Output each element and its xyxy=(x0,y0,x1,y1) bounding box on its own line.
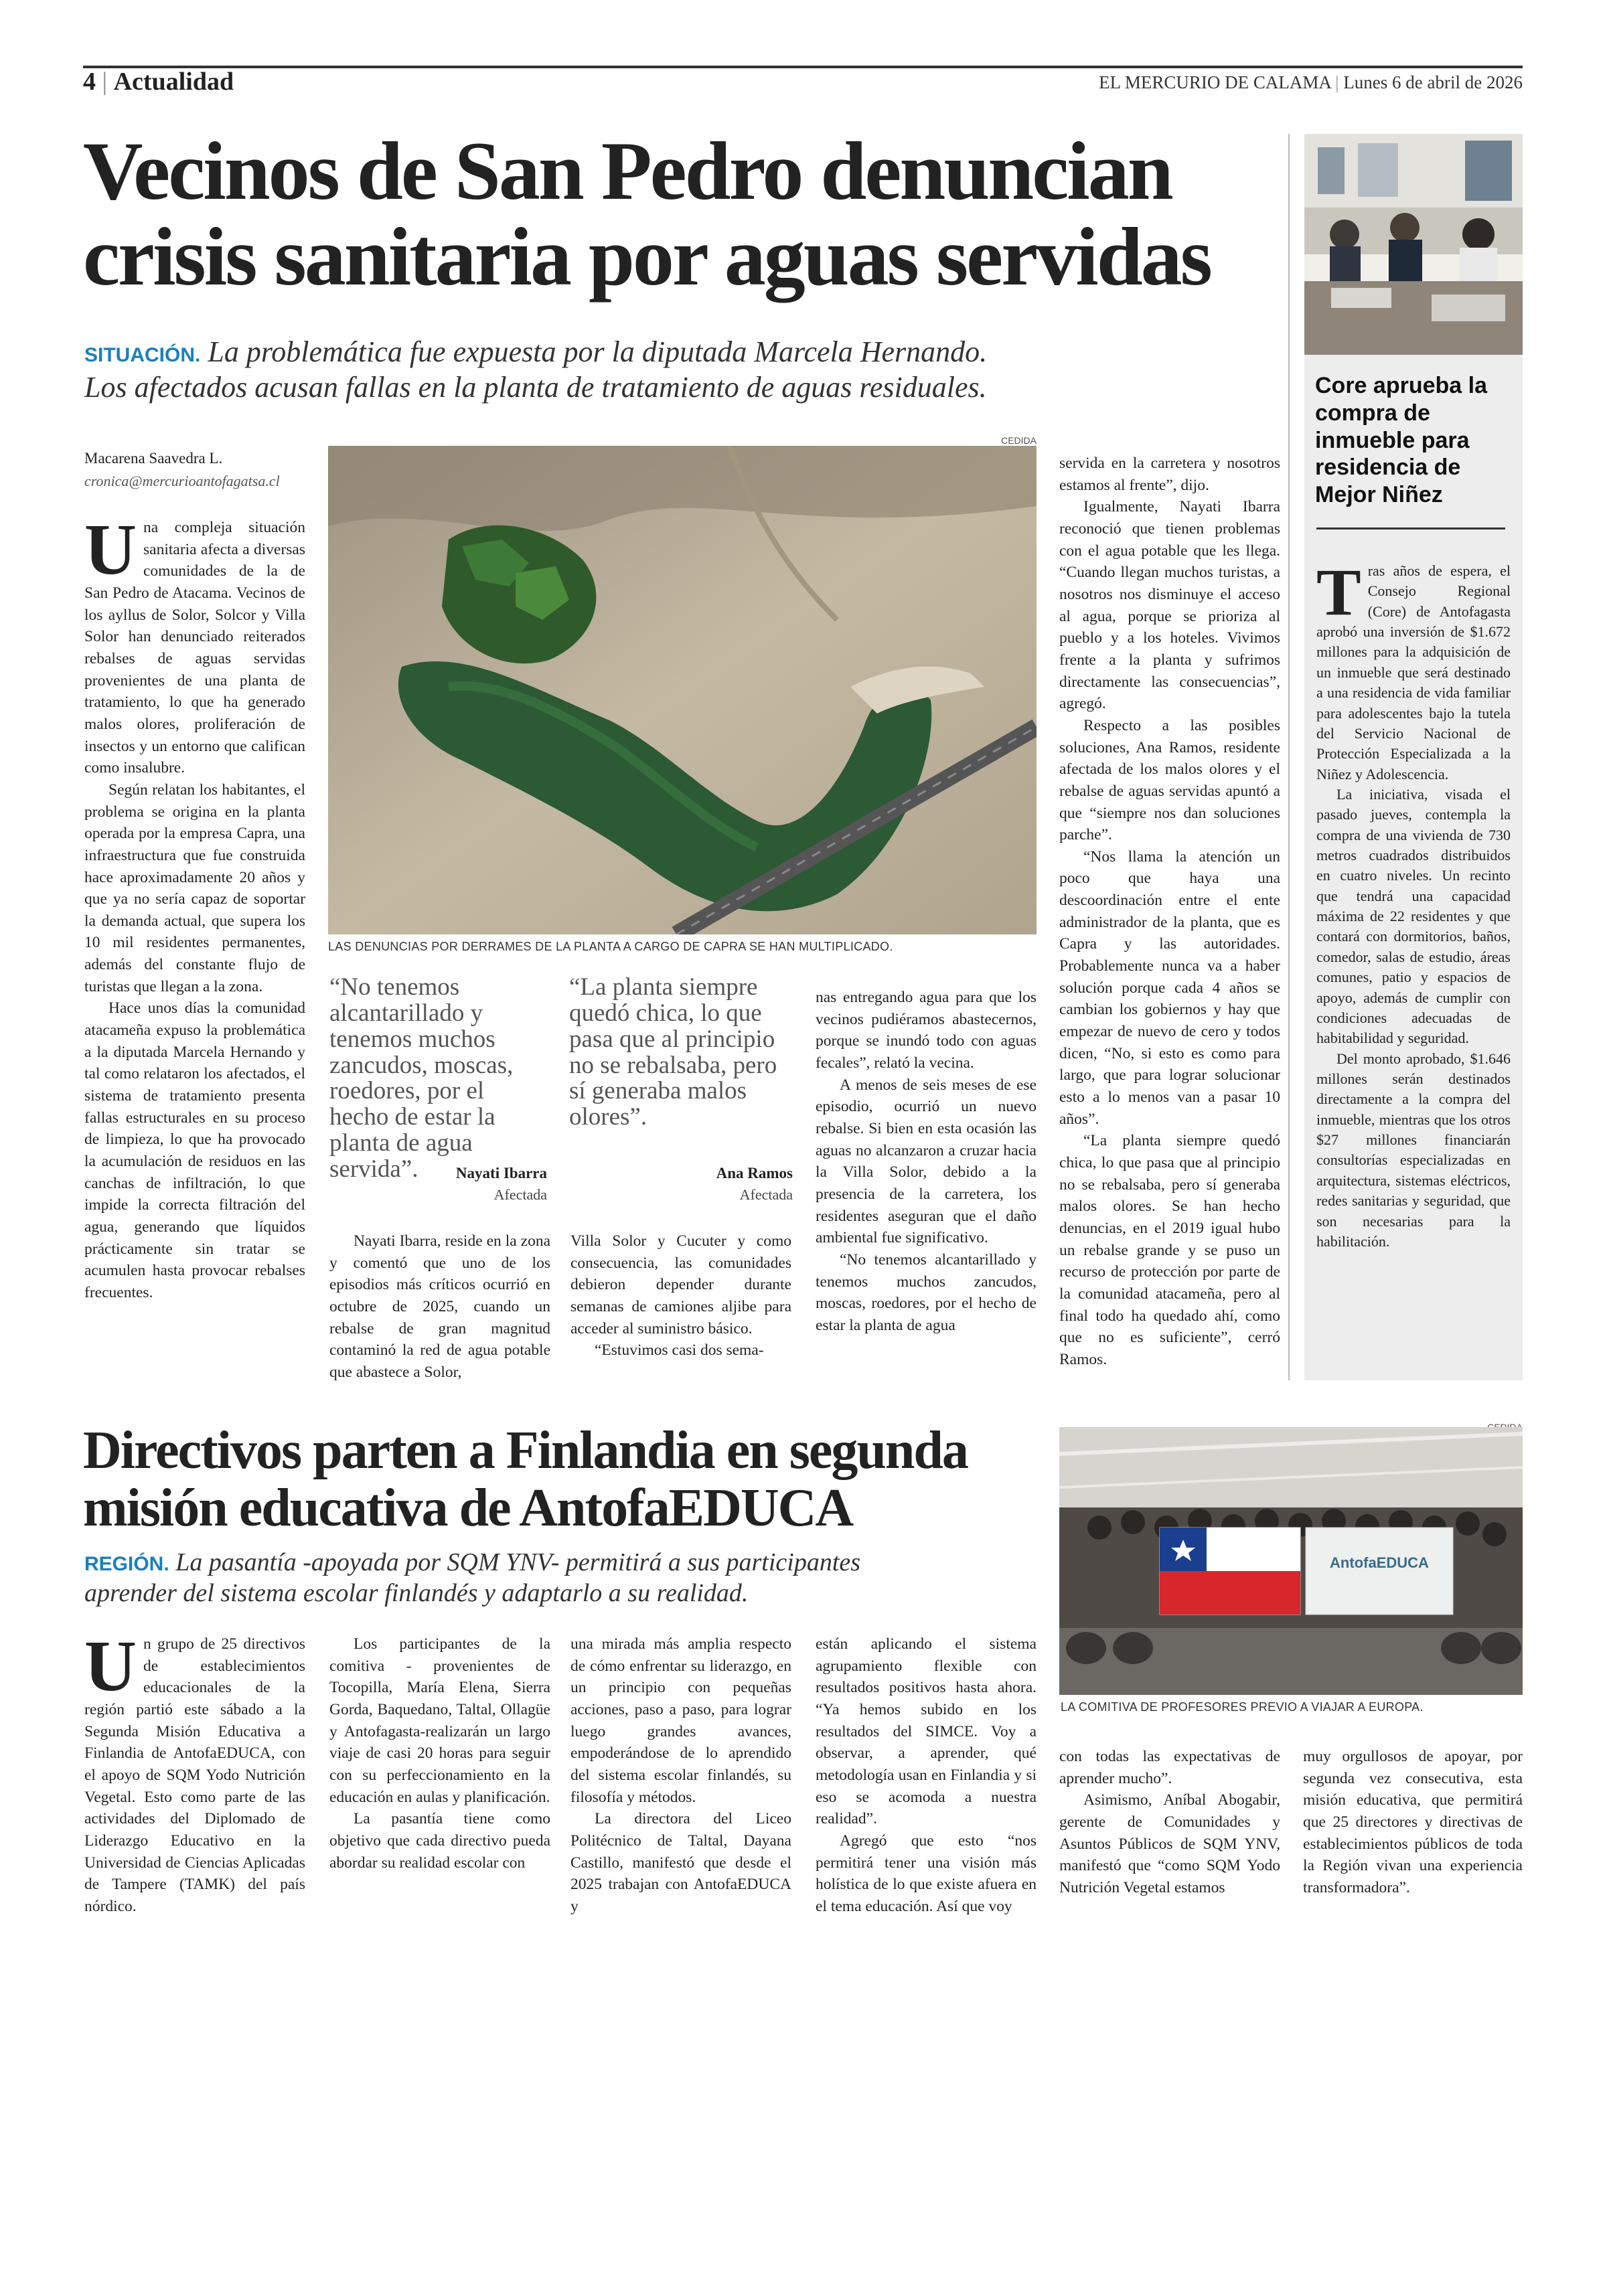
article2-column-2 xyxy=(329,1633,550,1874)
article1-headline xyxy=(83,125,1288,303)
article1-email: cronica@mercurioantofagatsa.cl xyxy=(84,473,280,489)
article1-column-2 xyxy=(329,1230,550,1384)
article1-paragraph: Respecto a las posibles soluciones, Ana Ramos, residente afectada de los malos olores y el rebalse de aguas servidas apuntó a que “siempre nos dan soluciones parche”. xyxy=(1059,716,1280,844)
sidebar-photo-meeting xyxy=(1304,134,1523,355)
article2-paragraph: La pasantía tiene como objetivo que cada directivo pueda abordar su realidad escolar con xyxy=(329,1810,550,1872)
article2-paragraph: con todas las expectativas de aprender mucho”. xyxy=(1059,1748,1280,1787)
article2-paragraph: Agregó que esto “nos permitirá tener una visión más holística de lo que existe afuera en el tema educación. Así que voy xyxy=(816,1831,1037,1915)
section-name: Actualidad xyxy=(113,68,234,96)
page-masthead: EL MERCURIO DE CALAMA | Lunes 6 de abril de 2026 xyxy=(1099,72,1523,92)
article1-headline-line1: Vecinos de San Pedro denuncian xyxy=(83,125,1172,217)
article2-paragraph: La directora del Liceo Politécnico de Taltal, Dayana Castillo, manifestó que desde el 2025 trabajan con AntofaEDUCA y xyxy=(570,1810,791,1915)
article1-paragraph: “Nos llama la atención un poco que haya una descoordinación entre el ente administrador de la planta, que es Capra y las autoridades. Probablemente nunca va a haber solución porque cada 4 años se cambian los gobiernos y hay que empezar de nuevo de cero y todos dicen, “No, si esto es como para largo, que para lograr solucionar esto a lo menos van a pasar 10 años”. xyxy=(1059,847,1280,1128)
article1-paragraph: Igualmente, Nayati Ibarra reconoció que tienen problemas con el agua potable que les llega. “Cuando llegan muchos turistas, a nosotros nos disminuye el acceso al agua, porque se prioriza al pueblo y a los hoteles. Vivimos frente a la planta y sufrimos directamente las consecuencias”, agregó. xyxy=(1059,498,1280,713)
article1-paragraph: Hace unos días la comunidad atacameña expuso la problemática a la diputada Marcela Hernando y tal como relataron los afectados, el sistema de tratamiento presenta fallas estructurales en su proceso de limpieza, lo que ha provocado la acumulación de residuos en las canchas de infiltración, lo que impide la correcta filtración del agua, generando que líquidos prácticamente sin tratar se acumulen hasta provocar rebalses frecuentes. xyxy=(84,999,305,1301)
article1-column-3 xyxy=(570,1230,791,1362)
article1-paragraph: Nayati Ibarra, reside en la zona y comentó que uno de los episodios más críticos ocurrió en octubre de 2025, cuando un rebalse de gran magnitud contaminó la red de agua potable que abastece a Solor, xyxy=(329,1232,550,1381)
page-number: 4 xyxy=(83,68,96,96)
article2-headline-line2: misión educativa de AntofaEDUCA xyxy=(83,1479,853,1538)
group-photo-image xyxy=(1059,1427,1523,1695)
meeting-room-image xyxy=(1304,134,1523,355)
article1-headline-line2: crisis sanitaria por aguas servidas xyxy=(83,210,1211,303)
page-section-label: 4 | Actualidad xyxy=(83,68,234,96)
article2-headline-line1: Directivos parten a Finlandia en segunda xyxy=(83,1421,968,1480)
article2-headline xyxy=(83,1422,1034,1538)
article1-paragraph: na compleja situación sanitaria afecta a diversas comunidades de la de San Pedro de Atacama. Vecinos de los ayllus de Solor, Solcor y Villa Solor han denunciado reiterados rebalses de aguas servidas provenientes de una planta de tratamiento, lo que ha generado malos olores, proliferación de insectos y un entorno que califican como insalubre. xyxy=(84,519,305,777)
article1-author: Macarena Saavedra L. xyxy=(84,450,223,467)
article2-photo-group xyxy=(1059,1427,1523,1695)
article2-paragraph: n grupo de 25 directivos de establecimientos educacionales de la región partió este sábado a la Segunda Misión Educativa a Finlandia de AntofaEDUCA, con el apoyo de SQM Yodo Nutrición Vegetal. Esto como parte de las actividades del Diplomado de Liderazgo Educativo en la Universidad de Ciencias Aplicadas de Tampere (TAMK) del país nórdico. xyxy=(84,1635,305,1915)
article2-dek-line2: aprender del sistema escolar finlandés y adaptarlo a su realidad. xyxy=(84,1578,749,1607)
article1-paragraph: “No tenemos alcantarillado y tenemos muchos zancudos, moscas, roedores, por el hecho de estar la planta de agua xyxy=(816,1250,1037,1334)
pull-quote-2: “La planta siempre quedó chica, lo que pasa que al principio no se rebalsaba, pero sí generaba malos olores”. xyxy=(569,973,777,1131)
article2-tag: REGIÓN. xyxy=(84,1553,169,1575)
article2-paragraph: Los participantes de la comitiva - provenientes de Tocopilla, María Elena, Sierra Gorda, Baquedano, Taltal, Ollagüe y Antofagasta-realizarán un largo viaje de casi 20 horas para seguir con su perfeccionamiento en la educación en aulas y planificación. xyxy=(329,1635,550,1806)
pull-quote-1: “No tenemos alcantarillado y tenemos muchos zancudos, moscas, roedores, por el hecho de estar la planta de agua servida”. xyxy=(329,973,514,1183)
aerial-landscape-image xyxy=(328,446,1037,934)
article2-paragraph: muy orgullosos de apoyar, por segunda vez consecutiva, esta misión educativa, que permitirá que 25 directores y directivas de establecimientos públicos de toda la Región vivan una experiencia transformadora”. xyxy=(1303,1748,1523,1896)
sidebar-paragraph: ras años de espera, el Consejo Regional (Core) de Antofagasta aprobó una inversión de $1.672 millones para la adquisición de un inmueble que será destinado a una residencia de vida familiar para adolescentes bajo la tutela del Servicio Nacional de Protección Especializada a la Niñez y Adolescencia. xyxy=(1316,562,1511,783)
article1-column-4 xyxy=(816,987,1037,1337)
sidebar-dropcap: T xyxy=(1316,555,1361,629)
article1-photo-credit: CEDIDA xyxy=(1001,435,1037,446)
sidebar-divider xyxy=(1288,134,1290,1380)
sidebar-paragraph: Del monto aprobado, $1.646 millones serán destinados directamente a la compra del inmueble, mientras que los otros $27 millones financiarán consultorías especializadas en arquitectura, sistemas eléctricos, redes sanitarias y seguridad, que son necesarias para la habilitación. xyxy=(1316,1050,1511,1250)
sidebar-rule xyxy=(1316,527,1505,529)
article2-column-4 xyxy=(816,1633,1037,1918)
article2-column-3 xyxy=(570,1633,791,1918)
article1-column-1 xyxy=(84,510,305,1304)
sidebar-paragraph: La iniciativa, visada el pasado jueves, contempla la compra de una vivienda de 730 metros cuadrados distribuidos en cuatro niveles. Un recinto que tendrá una capacidad máxima de 22 residentes y que contará con dormitorios, baños, comedor, salas de estudio, áreas comunes, patio y espacios de apoyo, además de cumplir con condiciones adecuadas de habitabilidad y seguridad. xyxy=(1316,785,1511,1047)
article1-paragraph: nas entregando agua para que los vecinos pudiéramos abastecernos, porque se inundó todo con aguas fecales”, relató la vecina. xyxy=(816,989,1037,1072)
article1-paragraph: “Estuvimos casi dos sema- xyxy=(595,1341,764,1360)
sidebar-body xyxy=(1316,555,1511,1252)
article1-photo-caption: LAS DENUNCIAS POR DERRAMES DE LA PLANTA A CARGO DE CAPRA SE HAN MULTIPLICADO. xyxy=(328,940,893,953)
article2-paragraph: una mirada más amplia respecto de cómo enfrentar su liderazgo, en un principio con pequeñas acciones, paso a paso, para lograr luego grandes avances, empoderándose de lo aprendido del sistema escolar finlandés, su filosofía y métodos. xyxy=(570,1635,791,1806)
article1-dek-line1: La problemática fue expuesta por la diputada Marcela Hernando. xyxy=(208,335,988,368)
article1-paragraph: “La planta siempre quedó chica, lo que pasa que al principio no se rebalsaba, pero sí generaba malos olores. Se han hecho denuncias, en el 2019 igual hubo un rebalse grande y se puso un recurso de protección por parte de la comunidad atacameña, pero al final todo ha quedado ahí, como que no es suficiente”, cerró Ramos. xyxy=(1059,1132,1280,1368)
pull-quote-2-name: Ana Ramos xyxy=(716,1165,793,1181)
sidebar-headline: Core aprueba la compra de inmueble para residencia de Mejor Niñez xyxy=(1315,373,1487,508)
banner-text: AntofaEDUCA xyxy=(1330,1554,1429,1571)
article2-dek xyxy=(84,1548,1055,1609)
article2-paragraph: Asimismo, Aníbal Abogabir, gerente de Comunidades y Asuntos Públicos de SQM YNV, manifestó que “como SQM Yodo Nutrición Vegetal estamos xyxy=(1059,1791,1280,1896)
pull-quote-1-name: Nayati Ibarra xyxy=(455,1165,547,1181)
header-rule xyxy=(83,66,1523,68)
pull-quote-1-role: Afectada xyxy=(493,1186,547,1203)
article2-column-5 xyxy=(1059,1746,1280,1899)
article1-paragraph: Villa Solor y Cucuter y como consecuencia, las comunidades debieron depender durante semanas de camiones aljibe para acceder al suministro básico. xyxy=(570,1232,791,1337)
article1-dek xyxy=(84,335,1290,406)
article1-column-5 xyxy=(1059,453,1280,1371)
article1-paragraph: servida en la carretera y nosotros estamos al frente”, dijo. xyxy=(1059,455,1280,494)
pull-quote-2-role: Afectada xyxy=(739,1186,793,1203)
newspaper-name: EL MERCURIO DE CALAMA xyxy=(1099,72,1331,92)
article1-photo-aerial xyxy=(328,446,1037,934)
article1-paragraph: A menos de seis meses de ese episodio, ocurrió un nuevo rebalse. Si bien en esta ocasión las aguas no alcanzaron a cruzar hacia la Villa Solor, debido a la presencia de la carretera, los residentes aseguran que el daño ambiental fue significativo. xyxy=(816,1076,1037,1247)
article1-dek-line2: Los afectados acusan fallas en la planta de tratamiento de aguas residuales. xyxy=(84,370,987,404)
article2-dropcap: U xyxy=(84,1627,137,1706)
issue-date: Lunes 6 de abril de 2026 xyxy=(1343,72,1523,92)
article2-paragraph: están aplicando el sistema agrupamiento flexible con resultados positivos hasta ahora. “Ya hemos subido en los resultados del SIMCE. Voy a observar, a aprender, qué metodología usan en Finlandia y si eso se acomoda a nuestra realidad”. xyxy=(816,1635,1037,1828)
article2-column-6 xyxy=(1303,1746,1523,1899)
article1-paragraph: Según relatan los habitantes, el problema se origina en la planta operada por la empresa Capra, una infraestructura que fue construida hace aproximadamente 20 años y que ya no sería capaz de soportar la demanda actual, que supera los 10 mil residentes permanentes, además del constante flujo de turistas que llegan a la zona. xyxy=(84,781,305,995)
article1-dropcap: U xyxy=(84,510,137,590)
article2-column-1 xyxy=(84,1627,305,1918)
article2-photo-caption: LA COMITIVA DE PROFESORES PREVIO A VIAJAR A EUROPA. xyxy=(1061,1700,1424,1714)
article1-tag: SITUACIÓN. xyxy=(84,344,201,366)
article2-dek-line1: La pasantía -apoyada por SQM YNV- permitirá a sus participantes xyxy=(175,1548,861,1576)
